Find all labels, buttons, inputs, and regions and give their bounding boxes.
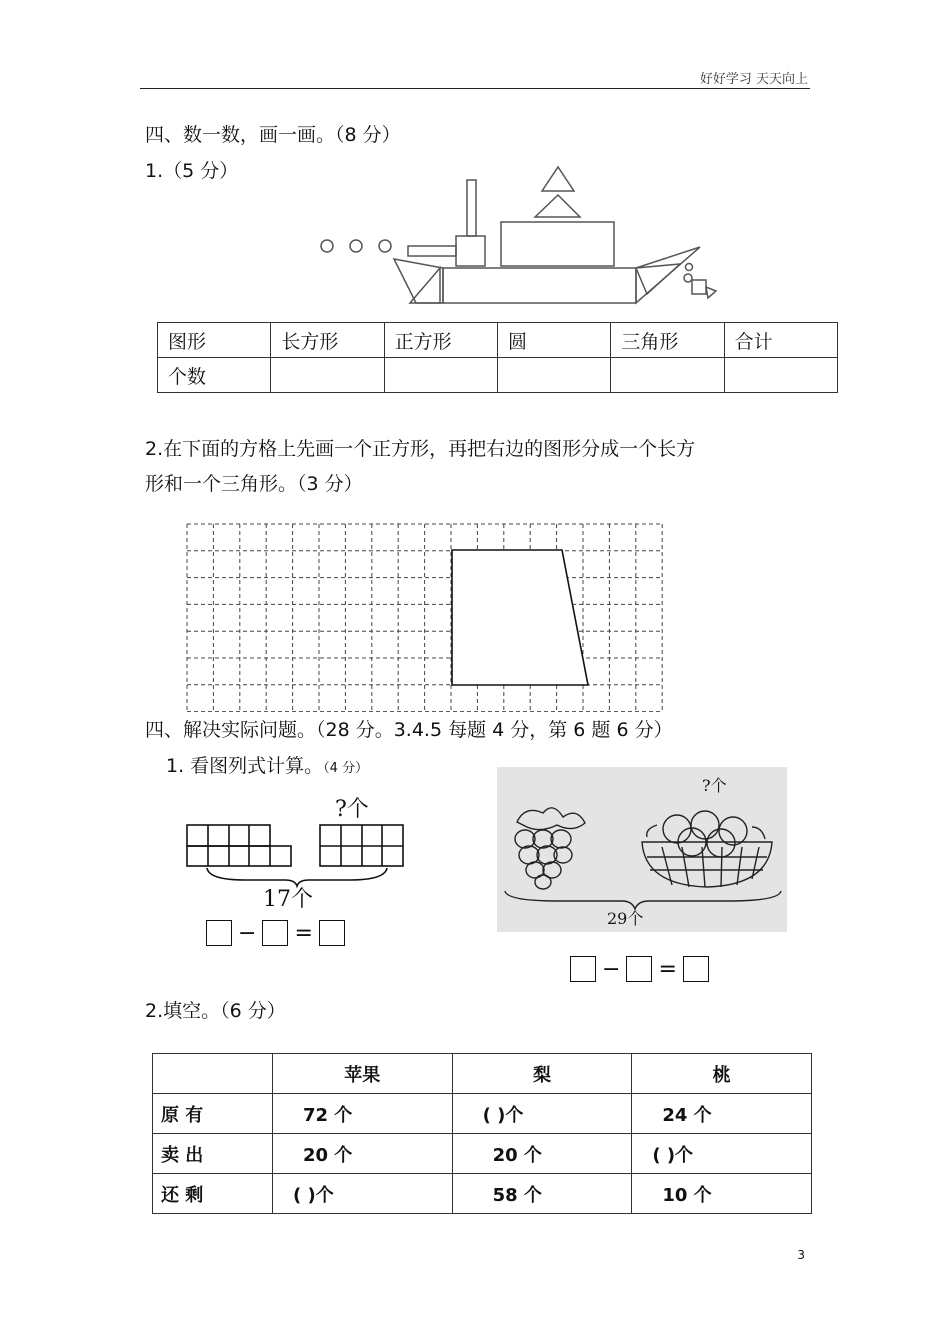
left-equation <box>206 920 345 946</box>
section4-title: 四、数一数，画一画。（8 分） <box>145 124 401 146</box>
count-header-cell: 图形 <box>158 323 271 358</box>
right-equation <box>570 956 709 982</box>
count-answer-cell[interactable] <box>724 358 837 393</box>
ship-small-square <box>692 280 706 294</box>
fruit-header-cell: 梨 <box>452 1054 632 1094</box>
count-header-cell: 三角形 <box>611 323 724 358</box>
drawing-grid[interactable] <box>186 522 664 712</box>
count-answer-cell[interactable] <box>271 358 384 393</box>
table-cell: 10 个 <box>632 1174 812 1214</box>
count-header-cell: 长方形 <box>271 323 384 358</box>
grapes-icon <box>515 808 585 889</box>
equals-sign: = <box>294 920 313 946</box>
ship-square <box>456 236 485 266</box>
q1-label: 1.（5 分） <box>145 160 239 182</box>
fruit-header-cell: 桃 <box>632 1054 812 1094</box>
q2-line1: 2.在下面的方格上先画一个正方形，再把右边的图形分成一个长方 <box>145 438 696 460</box>
fruit-table-row <box>153 1094 812 1134</box>
ship-stern-inner <box>636 264 680 294</box>
ship-triangle-mid <box>535 195 580 217</box>
ship-triangle-top <box>542 167 574 191</box>
table-cell: 72 个 <box>272 1094 452 1134</box>
section5-title: 四、解决实际问题。（28 分。3.4.5 每题 4 分，第 6 题 6 分） <box>145 719 673 741</box>
table-cell: 20 个 <box>272 1134 452 1174</box>
q2-fill-label: 2.填空。（6 分） <box>145 1000 286 1022</box>
count-header-cell: 圆 <box>497 323 610 358</box>
table-cell: 20 个 <box>452 1134 632 1174</box>
header-motto: 好好学习 天天向上 <box>699 72 808 87</box>
ship-circle <box>350 240 362 252</box>
answer-box[interactable] <box>626 956 652 982</box>
fruit-figure <box>497 767 787 932</box>
count-table-answer-row <box>158 358 838 393</box>
ship-bow-left-inner <box>410 268 440 303</box>
blocks-figure <box>185 790 410 915</box>
count-table-header-row <box>158 323 838 358</box>
minus-sign: − <box>238 920 257 946</box>
ship-circle <box>321 240 333 252</box>
table-cell[interactable]: ( )个 <box>452 1094 632 1134</box>
count-table <box>157 322 838 393</box>
minus-sign: − <box>602 956 621 982</box>
fruit-header-cell: 苹果 <box>272 1054 452 1094</box>
basket-icon <box>642 811 772 887</box>
ship-figure <box>310 160 730 310</box>
q1-calc-label <box>166 753 368 782</box>
header-divider <box>140 88 810 89</box>
count-answer-cell[interactable] <box>497 358 610 393</box>
fruit-header-cell <box>153 1054 273 1094</box>
fruit-question: ?个 <box>702 776 727 795</box>
row-label: 原 有 <box>153 1094 273 1134</box>
table-cell[interactable]: ( )个 <box>632 1134 812 1174</box>
q1-calc-text: 1. 看图列式计算。 <box>166 755 324 777</box>
ship-small-triangle <box>706 287 716 298</box>
row-label: 还 剩 <box>153 1174 273 1214</box>
answer-box[interactable] <box>319 920 345 946</box>
fruit-table <box>152 1053 812 1214</box>
equals-sign: = <box>658 956 677 982</box>
ship-bow-left <box>394 259 443 303</box>
ship-hull-rect <box>443 268 636 303</box>
ship-small-circle <box>686 264 693 271</box>
count-answer-cell[interactable] <box>611 358 724 393</box>
ship-mast-rect <box>467 180 476 236</box>
count-row-label: 个数 <box>158 358 271 393</box>
ship-small-circle <box>684 274 692 282</box>
ship-gun-rect <box>408 246 456 256</box>
table-cell: 24 个 <box>632 1094 812 1134</box>
answer-box[interactable] <box>683 956 709 982</box>
table-cell: 58 个 <box>452 1174 632 1214</box>
table-cell[interactable]: ( )个 <box>272 1174 452 1214</box>
trapezoid-shape <box>452 550 588 685</box>
count-header-cell: 合计 <box>724 323 837 358</box>
q2-line2: 形和一个三角形。（3 分） <box>145 473 363 495</box>
fruit-table-row <box>153 1174 812 1214</box>
blocks-total: 17个 <box>263 887 313 912</box>
page-number: 3 <box>797 1248 805 1262</box>
answer-box[interactable] <box>262 920 288 946</box>
q1-calc-points: （4 分） <box>323 761 369 776</box>
count-header-cell: 正方形 <box>384 323 497 358</box>
ship-circle <box>379 240 391 252</box>
count-answer-cell[interactable] <box>384 358 497 393</box>
fruit-table-row <box>153 1134 812 1174</box>
answer-box[interactable] <box>570 956 596 982</box>
answer-box[interactable] <box>206 920 232 946</box>
row-label: 卖 出 <box>153 1134 273 1174</box>
fruit-total: 29个 <box>607 909 644 928</box>
fruit-table-header-row <box>153 1054 812 1094</box>
ship-cabin-rect <box>501 222 614 266</box>
blocks-question: ?个 <box>335 797 369 822</box>
